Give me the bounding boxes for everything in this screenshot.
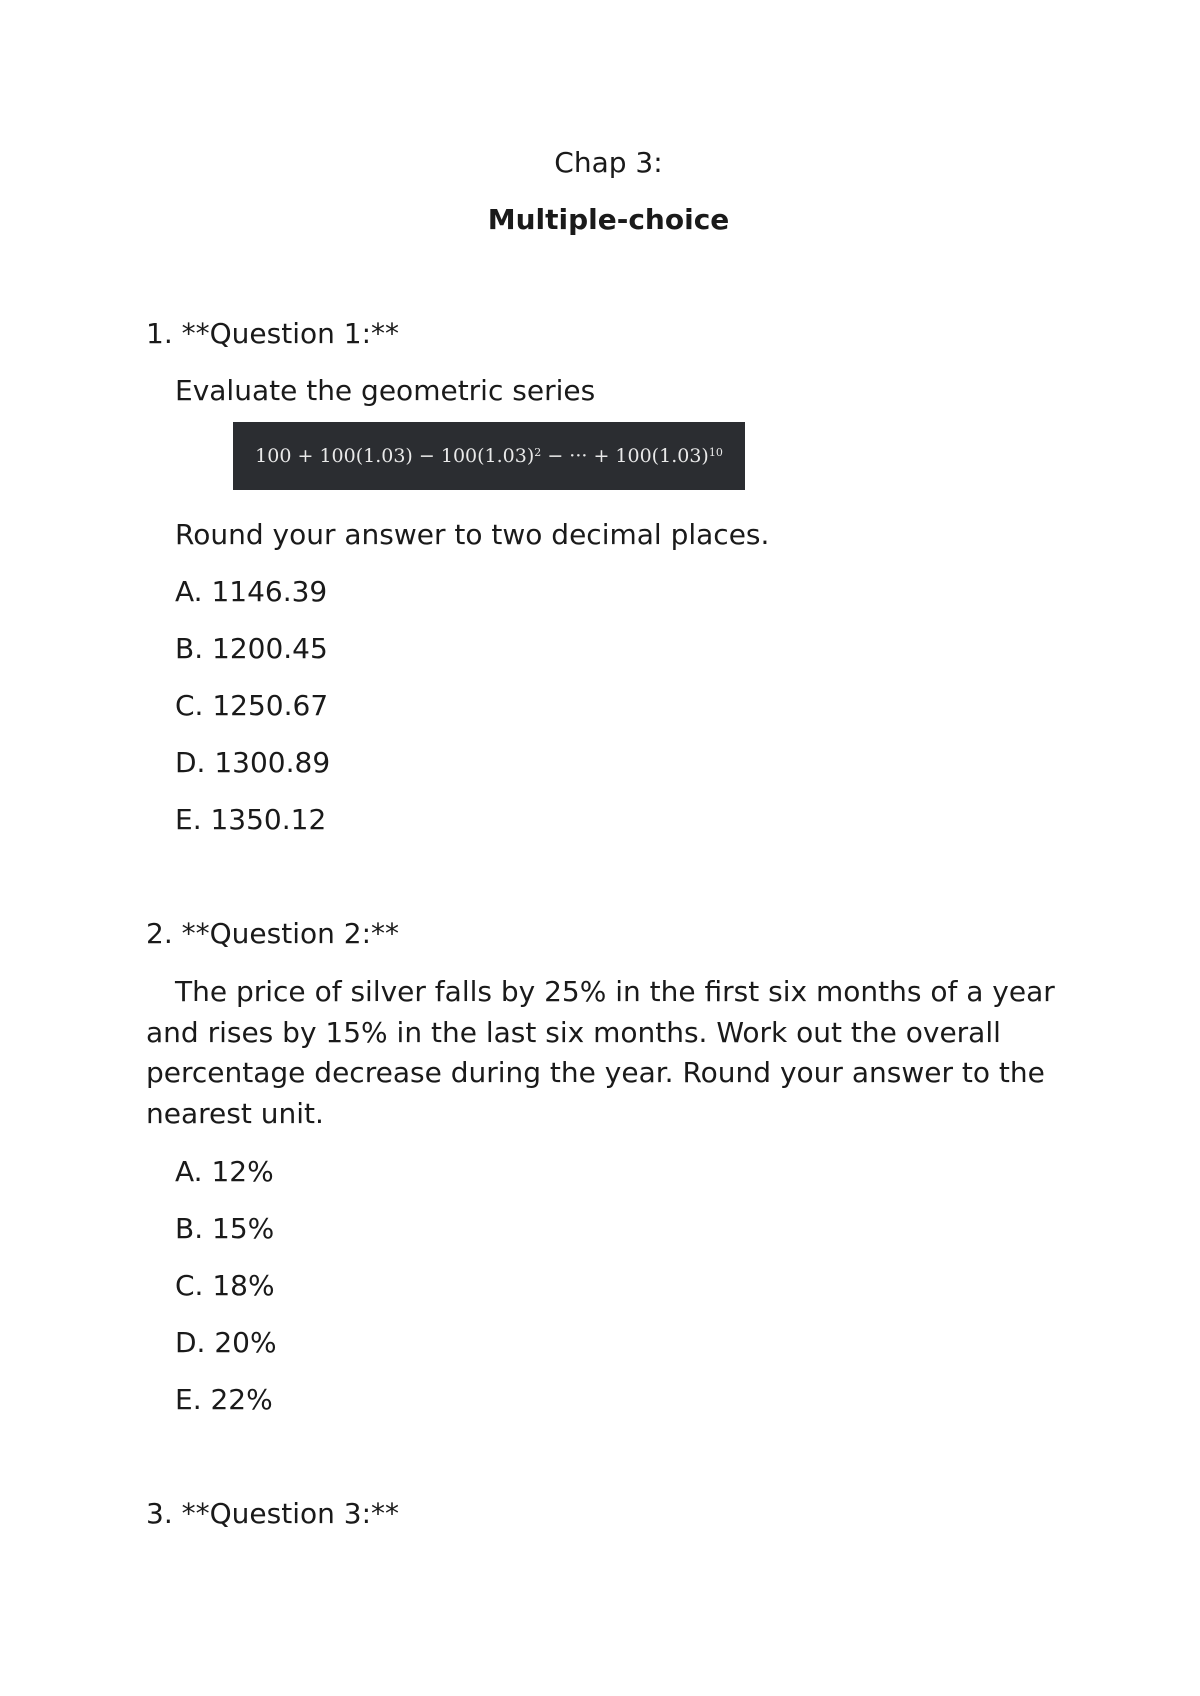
question-1-heading: 1. **Question 1:** [146,317,399,350]
question-1-option-d: D. 1300.89 [175,746,331,779]
formula-exponent: 2 [534,445,542,459]
question-2-text: The price of silver falls by 25% in the first six months of a year and rises by 15% in the last six months. Work out the overall percentage decrease during the year. Round your answer to the nearest unit. [146,975,1055,1130]
formula-term-1: 100 [255,445,292,467]
question-1-instruction: Round your answer to two decimal places. [175,518,770,551]
question-3-heading: 3. **Question 3:** [146,1497,399,1530]
question-2-option-d: D. 20% [175,1326,277,1359]
question-1-option-b: B. 1200.45 [175,632,328,665]
formula-term-4: 100(1.03) [615,445,709,467]
question-2-option-a: A. 12% [175,1155,274,1188]
question-1-intro: Evaluate the geometric series [175,374,596,407]
question-2-option-b: B. 15% [175,1212,275,1245]
formula-image [233,422,745,490]
question-1-option-c: C. 1250.67 [175,689,329,722]
formula-operator: − [418,445,435,467]
formula-term-3: 100(1.03) [440,445,535,467]
formula-operator: + [593,445,610,467]
formula-exponent: 10 [708,445,723,459]
formula-operator: + [297,445,314,467]
formula-term-2: 100(1.03) [319,445,413,467]
question-2-option-e: E. 22% [175,1383,273,1416]
formula-ellipsis: ··· [569,445,588,467]
question-2-option-c: C. 18% [175,1269,275,1302]
question-2-heading: 2. **Question 2:** [146,917,399,950]
formula-operator: − [547,445,564,467]
section-title: Multiple-choice [487,203,730,236]
chapter-title: Chap 3: [554,146,663,179]
question-1-option-e: E. 1350.12 [175,803,327,836]
question-1-option-a: A. 1146.39 [175,575,328,608]
